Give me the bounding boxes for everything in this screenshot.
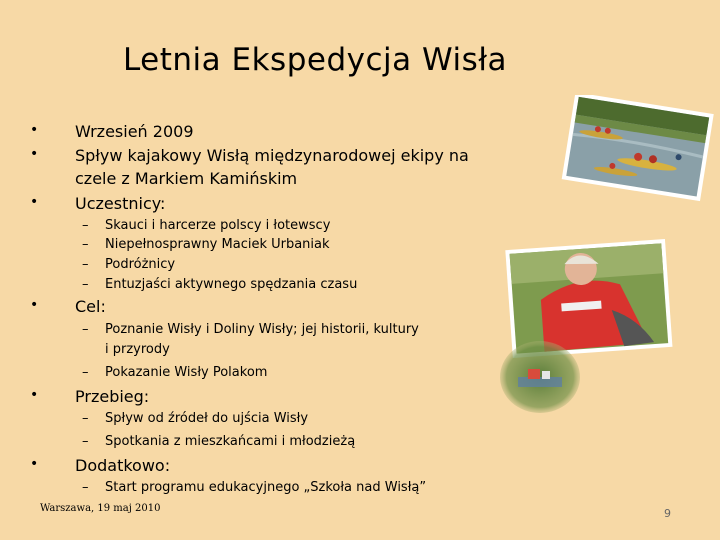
page-number: 9	[664, 507, 671, 520]
bullet-text: Wrzesień 2009	[75, 122, 194, 141]
photo-collage-graphic	[500, 95, 720, 415]
sub-bullet-text: Spływ od źródeł do ujścia Wisły	[105, 411, 309, 426]
dash-marker: –	[82, 365, 89, 380]
sub-bullet-text: Pokazanie Wisły Polakom	[105, 365, 268, 380]
footer-location-date: Warszawa, 19 maj 2010	[40, 503, 161, 514]
sub-bullet-text: Entuzjaści aktywnego spędzania czasu	[105, 277, 358, 292]
bullet-text: Spływ kajakowy Wisłą międzynarodowej ekipy na	[75, 146, 469, 165]
bullet-marker: •	[30, 122, 39, 138]
sub-bullet-text: Start programu edukacyjnego „Szkoła nad Wisłą”	[105, 480, 427, 495]
dash-marker: –	[82, 411, 89, 426]
bullet-text: czele z Markiem Kamińskim	[75, 169, 298, 188]
kayaker-photo	[505, 239, 672, 358]
bullet-marker: •	[30, 194, 39, 210]
bullet-text: Przebieg:	[75, 387, 150, 406]
sub-bullet-text: Niepełnosprawny Maciek Urbaniak	[105, 237, 330, 252]
sub-bullet-text: Skauci i harcerze polscy i łotewscy	[105, 218, 331, 233]
bullet-marker: •	[30, 456, 39, 472]
dash-marker: –	[82, 480, 89, 495]
bullet-marker: •	[30, 146, 39, 162]
dash-marker: –	[82, 434, 89, 449]
sub-bullet-text: Spotkania z mieszkańcami i młodzieżą	[105, 434, 356, 449]
dash-marker: –	[82, 257, 89, 272]
sub-bullet-text: Podróżnicy	[105, 257, 176, 272]
dash-marker: –	[82, 277, 89, 292]
dash-marker: –	[82, 218, 89, 233]
dash-marker: –	[82, 322, 89, 337]
slide-title: Letnia Ekspedycja Wisła	[122, 42, 508, 78]
sub-bullet-text: i przyrody	[105, 342, 170, 357]
dash-marker: –	[82, 237, 89, 252]
kayak-photo	[562, 95, 714, 201]
bullet-text: Uczestnicy:	[75, 194, 166, 213]
bullet-text: Dodatkowo:	[75, 456, 171, 475]
photo-collage	[500, 95, 720, 415]
river-photo	[500, 341, 580, 413]
bullet-marker: •	[30, 297, 39, 313]
bullet-text: Cel:	[75, 297, 106, 316]
bullet-marker: •	[30, 387, 39, 403]
sub-bullet-text: Poznanie Wisły i Doliny Wisły; jej historii, kultury	[105, 322, 419, 337]
